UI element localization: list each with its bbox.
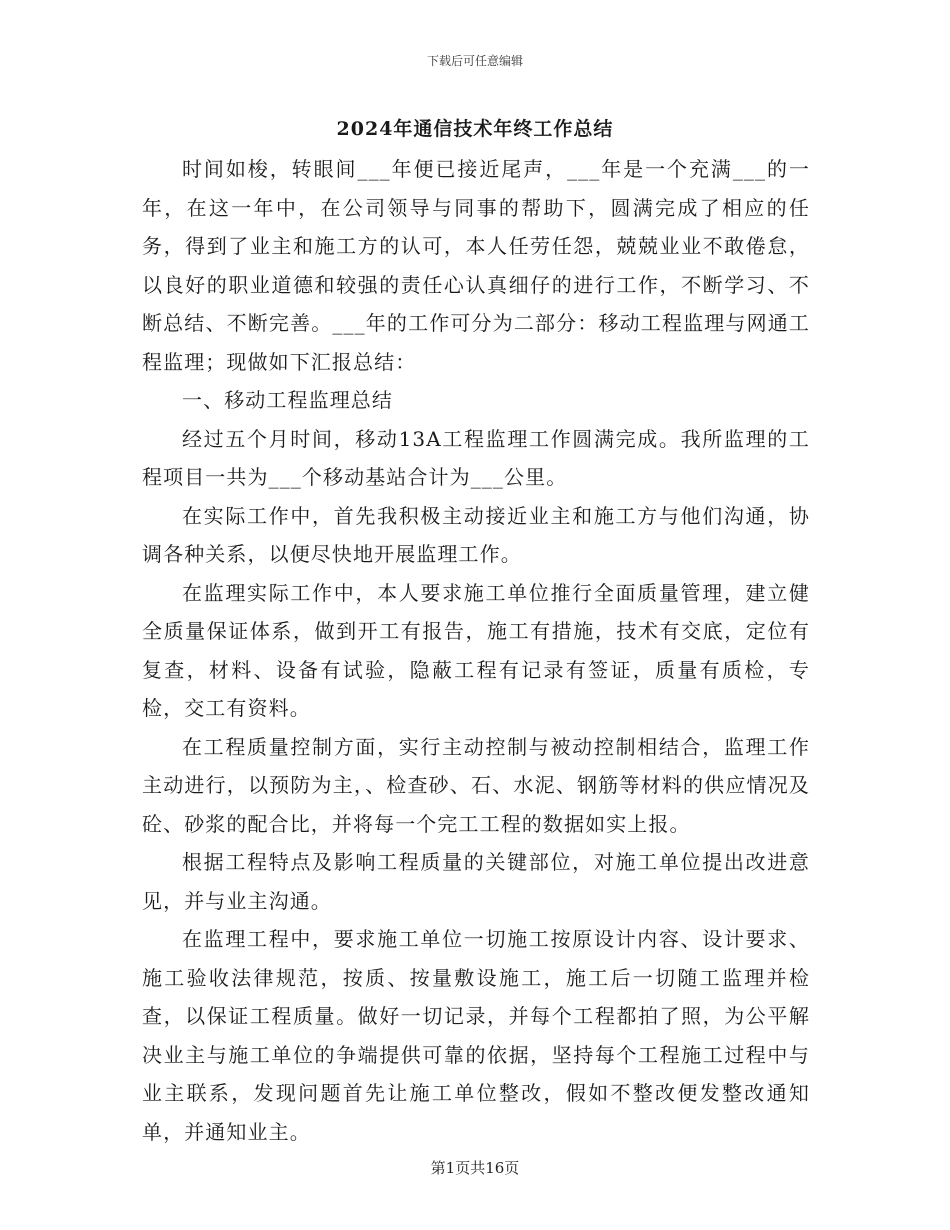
paragraph-intro: 时间如梭，转眼间___年便已接近尾声，___年是一个充满___的一年，在这一年中，在公司领导与同事的帮助下，圆满完成了相应的任务，得到了业主和施工方的认可，本人任劳任怨，兢兢业业不敢倦怠，以良好的职业道德和较强的责任心认真细仔的进行工作，不断学习、不断总结、不断完善。___年的工作可分为二部分：移动工程监理与网通工程监理；现做如下汇报总结： (142, 157, 810, 374)
section-heading: 一、移动工程监理总结 (182, 388, 393, 412)
paragraph: 根据工程特点及影响工程质量的关键部位，对施工单位提出改进意见，并与业主沟通。 (142, 850, 810, 913)
paragraph: 在工程质量控制方面，实行主动控制与被动控制相结合，监理工作主动进行，以预防为主，、检查砂、石、水泥、钢筋等材料的供应情况及砼、砂浆的配合比，并将每一个完工工程的数据如实上报。 (142, 734, 810, 836)
document-title: 2024年通信技术年终工作总结 (336, 118, 614, 140)
paragraph: 在监理工程中，要求施工单位一切施工按原设计内容、设计要求、施工验收法律规范，按质、按量敷设施工，施工后一切随工监理并检查，以保证工程质量。做好一切记录，并每个工程都拍了照，为公平解决业主与施工单位的争端提供可靠的依据，坚持每个工程施工过程中与业主联系，发现问题首先让施工单位整改，假如不整改便发整改通知单，并通知业主。 (142, 927, 810, 1144)
page-number: 第1页共16页 (430, 1159, 520, 1177)
header-note: 下载后可任意编辑 (426, 54, 523, 68)
paragraph: 在实际工作中，首先我积极主动接近业主和施工方与他们沟通，协调各种关系，以便尽快地开展监理工作。 (142, 503, 810, 566)
paragraph: 经过五个月时间，移动13A工程监理工作圆满完成。我所监理的工程项目一共为___个移动基站合计为___公里。 (142, 426, 810, 489)
paragraph: 在监理实际工作中，本人要求施工单位推行全面质量管理，建立健全质量保证体系，做到开工有报告，施工有措施，技术有交底，定位有复查，材料、设备有试验，隐蔽工程有记录有签证，质量有质检，专检，交工有资料。 (142, 580, 810, 720)
document-body (142, 150, 810, 1151)
